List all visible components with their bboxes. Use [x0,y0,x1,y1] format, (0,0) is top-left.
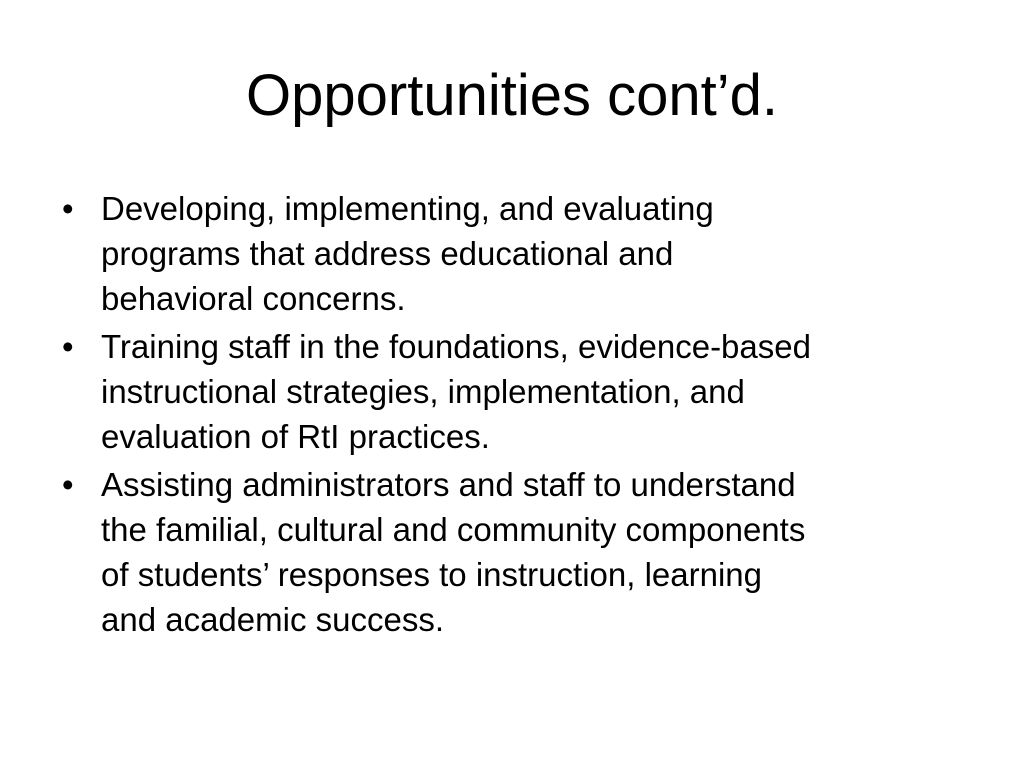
bullet-line: evaluation of RtI practices. [101,418,490,455]
bullet-marker-icon: • [62,466,74,503]
bullet-item [62,462,982,642]
bullet-text [101,186,982,321]
bullet-marker-icon: • [62,328,74,365]
bullet-line: Assisting administrators and staff to understand [101,466,796,503]
slide-title: Opportunities cont’d. [246,63,778,128]
bullet-line: behavioral concerns. [101,280,406,317]
bullet-text [101,324,982,459]
bullet-line: and academic success. [101,601,445,638]
bullet-line: Developing, implementing, and evaluating [101,190,714,227]
bullet-item [62,186,982,321]
bullet-list [62,186,982,645]
bullet-line: of students’ responses to instruction, learning [101,556,762,593]
bullet-item [62,324,982,459]
bullet-line: the familial, cultural and community components [101,511,806,548]
bullet-line: instructional strategies, implementation, and [101,373,745,410]
bullet-line: programs that address educational and [101,235,674,272]
bullet-text [101,462,982,642]
bullet-line: Training staff in the foundations, evidence-based [101,328,811,365]
bullet-marker-icon: • [62,190,74,227]
